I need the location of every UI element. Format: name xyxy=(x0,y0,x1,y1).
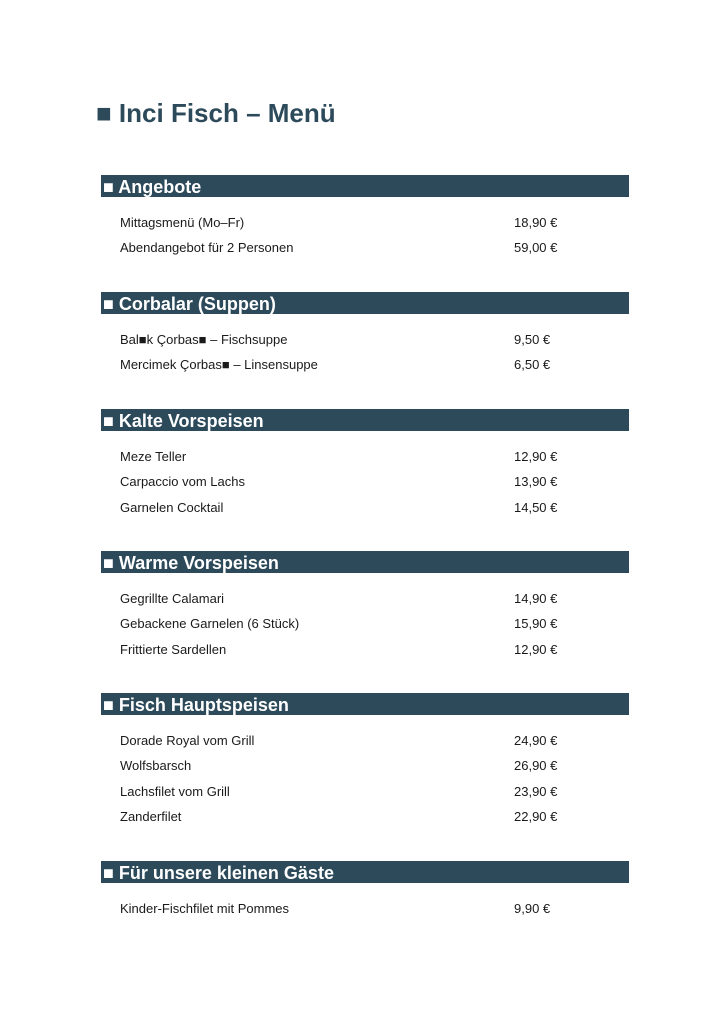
item-price: 6,50 € xyxy=(514,357,551,373)
item-price: 12,90 € xyxy=(514,449,558,464)
item-list xyxy=(101,590,629,666)
menu-item xyxy=(101,448,629,473)
section-kinder xyxy=(101,861,629,925)
item-price: 15,90 € xyxy=(514,616,558,632)
item-list xyxy=(101,331,629,382)
item-name: Gegrillte Calamari xyxy=(120,591,225,606)
section-angebote xyxy=(101,175,629,265)
item-price: 18,90 € xyxy=(514,215,558,230)
section-kalte-vorspeisen xyxy=(101,409,629,524)
item-name: Wolfsbarsch xyxy=(120,758,192,774)
section-header: ■ Corbalar (Suppen) xyxy=(101,292,629,314)
menu-item xyxy=(101,331,629,356)
item-price: 23,90 € xyxy=(514,783,558,799)
item-list xyxy=(101,900,629,925)
section-header: ■ Kalte Vorspeisen xyxy=(101,409,629,431)
section-header: ■ Fisch Hauptspeisen xyxy=(101,693,629,715)
item-name: Carpaccio vom Lachs xyxy=(120,474,245,490)
menu-item xyxy=(101,615,629,640)
item-name: Frittierte Sardellen xyxy=(120,641,227,657)
item-price: 9,90 € xyxy=(514,901,551,916)
item-name: Bal■k Çorbas■ – Fischsuppe xyxy=(120,332,288,347)
item-name: Kinder-Fischfilet mit Pommes xyxy=(120,901,290,916)
item-price: 13,90 € xyxy=(514,474,558,490)
menu-item xyxy=(101,356,629,381)
item-name: Mercimek Çorbas■ – Linsensuppe xyxy=(120,357,318,373)
menu-item xyxy=(101,214,629,239)
menu-item xyxy=(101,590,629,615)
item-name: Meze Teller xyxy=(120,449,187,464)
item-price: 12,90 € xyxy=(514,641,558,657)
item-name: Garnelen Cocktail xyxy=(120,499,224,515)
section-warme-vorspeisen xyxy=(101,551,629,666)
item-price: 9,50 € xyxy=(514,332,551,347)
item-price: 14,90 € xyxy=(514,591,558,606)
menu-item xyxy=(101,499,629,524)
menu-item xyxy=(101,732,629,757)
section-fisch-hauptspeisen xyxy=(101,693,629,833)
menu-item xyxy=(101,641,629,666)
menu-item xyxy=(101,757,629,782)
menu-item xyxy=(101,808,629,833)
menu-item xyxy=(101,783,629,808)
item-name: Gebackene Garnelen (6 Stück) xyxy=(120,616,300,632)
item-price: 14,50 € xyxy=(514,499,558,515)
menu-item xyxy=(101,239,629,264)
item-list xyxy=(101,732,629,833)
item-name: Mittagsmenü (Mo–Fr) xyxy=(120,215,245,230)
item-price: 59,00 € xyxy=(514,240,558,256)
item-name: Abendangebot für 2 Personen xyxy=(120,240,294,256)
item-name: Zanderfilet xyxy=(120,808,182,824)
menu-item xyxy=(101,900,629,925)
item-name: Dorade Royal vom Grill xyxy=(120,733,255,748)
menu-item xyxy=(101,473,629,498)
item-name: Lachsfilet vom Grill xyxy=(120,783,230,799)
section-corbalar xyxy=(101,292,629,382)
section-header: ■ Angebote xyxy=(101,175,629,197)
item-list xyxy=(101,214,629,265)
item-price: 24,90 € xyxy=(514,733,558,748)
item-list xyxy=(101,448,629,524)
section-header: ■ Warme Vorspeisen xyxy=(101,551,629,573)
item-price: 26,90 € xyxy=(514,758,558,774)
page-title: ■ Inci Fisch – Menü xyxy=(96,98,336,128)
section-header: ■ Für unsere kleinen Gäste xyxy=(101,861,629,883)
item-price: 22,90 € xyxy=(514,808,558,824)
